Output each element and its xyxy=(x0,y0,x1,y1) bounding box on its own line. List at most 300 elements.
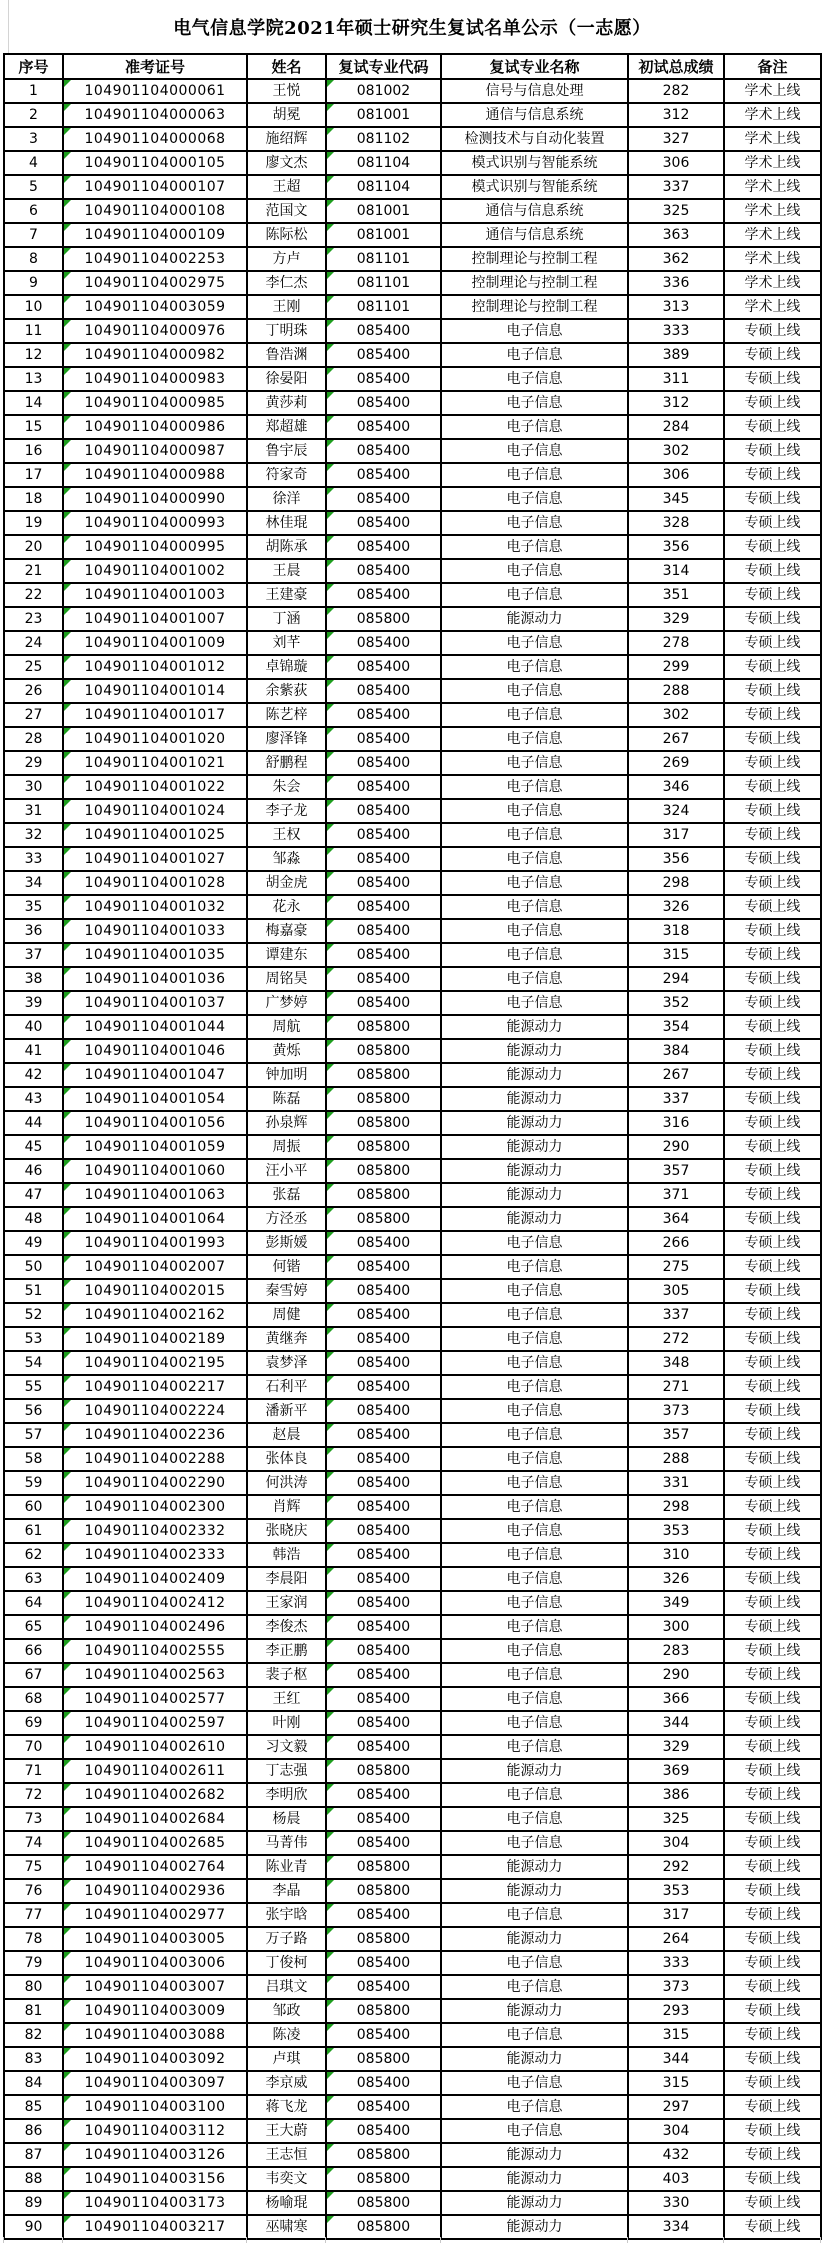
cell-total-score: 353 xyxy=(628,1519,724,1543)
cell-index: 79 xyxy=(4,1951,63,1975)
cell-flag-triangle-icon xyxy=(327,488,334,495)
ticket-number-text: 104901104001036 xyxy=(84,971,226,987)
cell-flag-triangle-icon xyxy=(64,752,71,759)
cell-index: 28 xyxy=(4,727,63,751)
major-code-text: 085400 xyxy=(356,1643,411,1659)
cell-flag-triangle-icon xyxy=(64,296,71,303)
major-code-text: 085800 xyxy=(356,2219,411,2235)
cell-total-score: 271 xyxy=(628,1375,724,1399)
cell-index: 23 xyxy=(4,607,63,631)
cell-flag-triangle-icon xyxy=(327,1640,334,1647)
cell-total-score: 325 xyxy=(628,1807,724,1831)
cell-name: 黄继奔 xyxy=(247,1327,326,1351)
cell-flag-triangle-icon xyxy=(64,1856,71,1863)
cell-flag-triangle-icon xyxy=(64,2120,71,2127)
major-code-text: 085800 xyxy=(356,611,411,627)
ticket-number-text: 104901104001025 xyxy=(84,827,226,843)
cell-major-code xyxy=(326,1207,441,1231)
cell-ticket-number xyxy=(63,79,247,103)
cell-flag-triangle-icon xyxy=(327,248,334,255)
cell-flag-triangle-icon xyxy=(327,1976,334,1983)
table-row xyxy=(4,1639,821,1663)
cell-index: 87 xyxy=(4,2143,63,2167)
ticket-number-text: 104901104001007 xyxy=(84,611,226,627)
cell-major-code xyxy=(326,415,441,439)
cell-flag-triangle-icon xyxy=(64,368,71,375)
ticket-number-text: 104901104002563 xyxy=(84,1667,226,1683)
cell-major-name: 电子信息 xyxy=(441,535,628,559)
cell-remark: 专硕上线 xyxy=(724,1711,821,1735)
cell-major-code xyxy=(326,1087,441,1111)
cell-flag-triangle-icon xyxy=(327,656,334,663)
cell-remark: 专硕上线 xyxy=(724,1759,821,1783)
cell-remark: 专硕上线 xyxy=(724,1447,821,1471)
cell-major-name: 电子信息 xyxy=(441,703,628,727)
table-row xyxy=(4,1255,821,1279)
cell-major-name: 电子信息 xyxy=(441,1279,628,1303)
major-code-text: 085400 xyxy=(356,1379,411,1395)
cell-major-code xyxy=(326,487,441,511)
major-code-text: 085400 xyxy=(356,467,411,483)
ticket-number-text: 104901104002610 xyxy=(84,1739,226,1755)
cell-ticket-number xyxy=(63,199,247,223)
cell-major-name: 电子信息 xyxy=(441,1255,628,1279)
cell-ticket-number xyxy=(63,343,247,367)
cell-ticket-number xyxy=(63,175,247,199)
cell-name: 蒋飞龙 xyxy=(247,2095,326,2119)
major-code-text: 085800 xyxy=(356,1043,411,1059)
ticket-number-text: 104901104000063 xyxy=(84,107,226,123)
cell-total-score: 318 xyxy=(628,919,724,943)
major-code-text: 081101 xyxy=(356,275,411,291)
major-code-text: 085400 xyxy=(356,923,411,939)
cell-index: 9 xyxy=(4,271,63,295)
cell-total-score: 329 xyxy=(628,607,724,631)
cell-major-code xyxy=(326,1855,441,1879)
table-row xyxy=(4,2023,821,2047)
cell-index: 62 xyxy=(4,1543,63,1567)
cell-flag-triangle-icon xyxy=(64,2216,71,2223)
cell-total-score: 327 xyxy=(628,127,724,151)
cell-total-score: 267 xyxy=(628,727,724,751)
table-row xyxy=(4,1711,821,1735)
cell-major-code xyxy=(326,1303,441,1327)
cell-remark: 专硕上线 xyxy=(724,1111,821,1135)
cell-major-code xyxy=(326,1111,441,1135)
cell-index: 72 xyxy=(4,1783,63,1807)
cell-flag-triangle-icon xyxy=(64,800,71,807)
major-code-text: 085400 xyxy=(356,515,411,531)
table-row xyxy=(4,1927,821,1951)
cell-flag-triangle-icon xyxy=(64,968,71,975)
cell-ticket-number xyxy=(63,319,247,343)
cell-flag-triangle-icon xyxy=(64,1472,71,1479)
cell-name: 舒鹏程 xyxy=(247,751,326,775)
cell-name: 彭斯媛 xyxy=(247,1231,326,1255)
cell-total-score: 337 xyxy=(628,1087,724,1111)
cell-remark: 专硕上线 xyxy=(724,2191,821,2215)
ticket-number-text: 104901104001017 xyxy=(84,707,226,723)
cell-name: 赵晨 xyxy=(247,1423,326,1447)
cell-major-code xyxy=(326,1975,441,1999)
cell-total-score: 302 xyxy=(628,703,724,727)
cell-major-code xyxy=(326,751,441,775)
ticket-number-text: 104901104003112 xyxy=(84,2123,226,2139)
cell-major-code xyxy=(326,127,441,151)
cell-name: 胡冕 xyxy=(247,103,326,127)
cell-major-name: 电子信息 xyxy=(441,319,628,343)
major-code-text: 085400 xyxy=(356,1547,411,1563)
cell-total-score: 266 xyxy=(628,1231,724,1255)
cell-total-score: 364 xyxy=(628,1207,724,1231)
candidates-table xyxy=(3,53,822,2240)
cell-major-name: 能源动力 xyxy=(441,2167,628,2191)
cell-name: 张体良 xyxy=(247,1447,326,1471)
major-code-text: 085400 xyxy=(356,2123,411,2139)
cell-major-name: 电子信息 xyxy=(441,1783,628,1807)
cell-total-score: 304 xyxy=(628,1831,724,1855)
major-code-text: 085400 xyxy=(356,1979,411,1995)
cell-major-name: 电子信息 xyxy=(441,895,628,919)
cell-total-score: 329 xyxy=(628,1735,724,1759)
cell-name: 习文毅 xyxy=(247,1735,326,1759)
table-row xyxy=(4,919,821,943)
cell-major-name: 电子信息 xyxy=(441,2023,628,2047)
cell-index: 26 xyxy=(4,679,63,703)
ticket-number-text: 104901104001993 xyxy=(84,1235,226,1251)
cell-name: 张宇晗 xyxy=(247,1903,326,1927)
cell-remark: 专硕上线 xyxy=(724,2215,821,2239)
cell-name: 王志恒 xyxy=(247,2143,326,2167)
cell-index: 10 xyxy=(4,295,63,319)
cell-flag-triangle-icon xyxy=(327,1784,334,1791)
ticket-number-text: 104901104003005 xyxy=(84,1931,226,1947)
major-code-text: 081101 xyxy=(356,251,411,267)
cell-total-score: 300 xyxy=(628,1615,724,1639)
major-code-text: 085400 xyxy=(356,443,411,459)
ticket-number-text: 104901104001027 xyxy=(84,851,226,867)
cell-total-score: 351 xyxy=(628,583,724,607)
cell-total-score: 369 xyxy=(628,1759,724,1783)
cell-remark: 专硕上线 xyxy=(724,2143,821,2167)
cell-major-code xyxy=(326,1375,441,1399)
cell-major-code xyxy=(326,151,441,175)
cell-index: 90 xyxy=(4,2215,63,2239)
bottom-gridline-stubs xyxy=(0,2237,824,2243)
cell-index: 45 xyxy=(4,1135,63,1159)
cell-major-name: 电子信息 xyxy=(441,1327,628,1351)
cell-total-score: 325 xyxy=(628,199,724,223)
cell-flag-triangle-icon xyxy=(327,1160,334,1167)
cell-flag-triangle-icon xyxy=(327,1952,334,1959)
cell-name: 李子龙 xyxy=(247,799,326,823)
cell-total-score: 293 xyxy=(628,1999,724,2023)
cell-major-code xyxy=(326,319,441,343)
major-code-text: 085400 xyxy=(356,707,411,723)
cell-ticket-number xyxy=(63,847,247,871)
table-row xyxy=(4,343,821,367)
cell-major-name: 电子信息 xyxy=(441,1303,628,1327)
cell-flag-triangle-icon xyxy=(327,1880,334,1887)
cell-remark: 学术上线 xyxy=(724,103,821,127)
cell-flag-triangle-icon xyxy=(64,632,71,639)
ticket-number-text: 104901104003009 xyxy=(84,2003,226,2019)
table-row xyxy=(4,1663,821,1687)
cell-remark: 专硕上线 xyxy=(724,1951,821,1975)
ticket-number-text: 104901104002236 xyxy=(84,1427,226,1443)
cell-total-score: 267 xyxy=(628,1063,724,1087)
cell-name: 方泾丞 xyxy=(247,1207,326,1231)
table-row xyxy=(4,1471,821,1495)
cell-remark: 专硕上线 xyxy=(724,1903,821,1927)
major-code-text: 085400 xyxy=(356,1523,411,1539)
major-code-text: 085400 xyxy=(356,1835,411,1851)
cell-major-code xyxy=(326,2095,441,2119)
cell-index: 88 xyxy=(4,2167,63,2191)
cell-index: 73 xyxy=(4,1807,63,1831)
cell-index: 41 xyxy=(4,1039,63,1063)
cell-name: 王晨 xyxy=(247,559,326,583)
table-row xyxy=(4,1375,821,1399)
cell-flag-triangle-icon xyxy=(327,1232,334,1239)
ticket-number-text: 104901104003088 xyxy=(84,2027,226,2043)
cell-total-score: 314 xyxy=(628,559,724,583)
cell-major-code xyxy=(326,559,441,583)
cell-major-code xyxy=(326,1279,441,1303)
ticket-number-text: 104901104002288 xyxy=(84,1451,226,1467)
cell-flag-triangle-icon xyxy=(64,992,71,999)
cell-name: 余紫荻 xyxy=(247,679,326,703)
cell-remark: 学术上线 xyxy=(724,295,821,319)
cell-ticket-number xyxy=(63,751,247,775)
cell-ticket-number xyxy=(63,871,247,895)
cell-flag-triangle-icon xyxy=(327,1496,334,1503)
major-code-text: 081001 xyxy=(356,227,411,243)
cell-total-score: 336 xyxy=(628,271,724,295)
cell-flag-triangle-icon xyxy=(64,440,71,447)
cell-major-name: 电子信息 xyxy=(441,1471,628,1495)
cell-name: 施绍辉 xyxy=(247,127,326,151)
cell-major-code xyxy=(326,2215,441,2239)
cell-flag-triangle-icon xyxy=(327,1904,334,1911)
cell-ticket-number xyxy=(63,1399,247,1423)
cell-flag-triangle-icon xyxy=(327,2072,334,2079)
cell-flag-triangle-icon xyxy=(64,1592,71,1599)
cell-major-name: 电子信息 xyxy=(441,1591,628,1615)
table-row xyxy=(4,943,821,967)
cell-remark: 专硕上线 xyxy=(724,1543,821,1567)
cell-flag-triangle-icon xyxy=(327,464,334,471)
cell-remark: 专硕上线 xyxy=(724,1303,821,1327)
cell-flag-triangle-icon xyxy=(327,1016,334,1023)
cell-total-score: 326 xyxy=(628,895,724,919)
ticket-number-text: 104901104002162 xyxy=(84,1307,226,1323)
major-code-text: 085400 xyxy=(356,851,411,867)
cell-major-code xyxy=(326,1327,441,1351)
cell-flag-triangle-icon xyxy=(327,1136,334,1143)
cell-remark: 专硕上线 xyxy=(724,439,821,463)
major-code-text: 085400 xyxy=(356,1499,411,1515)
cell-remark: 专硕上线 xyxy=(724,1495,821,1519)
cell-name: 卓锦璇 xyxy=(247,655,326,679)
cell-flag-triangle-icon xyxy=(327,2144,334,2151)
ticket-number-text: 104901104000986 xyxy=(84,419,226,435)
cell-name: 廖泽锋 xyxy=(247,727,326,751)
cell-total-score: 292 xyxy=(628,1855,724,1879)
table-row xyxy=(4,2191,821,2215)
cell-flag-triangle-icon xyxy=(327,440,334,447)
ticket-number-text: 104901104003092 xyxy=(84,2051,226,2067)
cell-total-score: 316 xyxy=(628,1111,724,1135)
table-row xyxy=(4,1567,821,1591)
cell-flag-triangle-icon xyxy=(327,1064,334,1071)
table-header-row xyxy=(4,54,821,79)
cell-flag-triangle-icon xyxy=(64,1376,71,1383)
cell-index: 49 xyxy=(4,1231,63,1255)
cell-ticket-number xyxy=(63,487,247,511)
cell-major-code xyxy=(326,295,441,319)
cell-name: 何洪涛 xyxy=(247,1471,326,1495)
major-code-text: 085400 xyxy=(356,779,411,795)
cell-major-name: 电子信息 xyxy=(441,1567,628,1591)
cell-index: 31 xyxy=(4,799,63,823)
table-row xyxy=(4,1183,821,1207)
cell-major-code xyxy=(326,1567,441,1591)
cell-major-code xyxy=(326,1831,441,1855)
cell-ticket-number xyxy=(63,1135,247,1159)
cell-total-score: 310 xyxy=(628,1543,724,1567)
cell-flag-triangle-icon xyxy=(64,1136,71,1143)
table-row xyxy=(4,871,821,895)
cell-total-score: 333 xyxy=(628,319,724,343)
cell-ticket-number xyxy=(63,247,247,271)
cell-index: 77 xyxy=(4,1903,63,1927)
cell-major-name: 控制理论与控制工程 xyxy=(441,295,628,319)
faint-gridline xyxy=(820,2237,821,2243)
major-code-text: 085800 xyxy=(356,1883,411,1899)
major-code-text: 085400 xyxy=(356,2027,411,2043)
cell-remark: 专硕上线 xyxy=(724,1159,821,1183)
cell-total-score: 298 xyxy=(628,871,724,895)
major-code-text: 085400 xyxy=(356,563,411,579)
cell-ticket-number xyxy=(63,1495,247,1519)
cell-major-name: 电子信息 xyxy=(441,1447,628,1471)
cell-ticket-number xyxy=(63,799,247,823)
cell-ticket-number xyxy=(63,583,247,607)
cell-flag-triangle-icon xyxy=(327,1544,334,1551)
cell-total-score: 297 xyxy=(628,2095,724,2119)
cell-major-name: 电子信息 xyxy=(441,655,628,679)
cell-total-score: 328 xyxy=(628,511,724,535)
ticket-number-text: 104901104003217 xyxy=(84,2219,226,2235)
ticket-number-text: 104901104002977 xyxy=(84,1907,226,1923)
cell-total-score: 346 xyxy=(628,775,724,799)
cell-index: 48 xyxy=(4,1207,63,1231)
cell-ticket-number xyxy=(63,2215,247,2239)
cell-major-code xyxy=(326,1063,441,1087)
cell-flag-triangle-icon xyxy=(64,920,71,927)
cell-index: 65 xyxy=(4,1615,63,1639)
cell-major-code xyxy=(326,1447,441,1471)
cell-flag-triangle-icon xyxy=(327,80,334,87)
cell-major-code xyxy=(326,1591,441,1615)
cell-major-name: 电子信息 xyxy=(441,391,628,415)
cell-flag-triangle-icon xyxy=(64,1400,71,1407)
cell-flag-triangle-icon xyxy=(327,992,334,999)
cell-major-name: 通信与信息系统 xyxy=(441,199,628,223)
cell-flag-triangle-icon xyxy=(327,1376,334,1383)
cell-flag-triangle-icon xyxy=(64,488,71,495)
cell-major-name: 电子信息 xyxy=(441,487,628,511)
cell-flag-triangle-icon xyxy=(327,824,334,831)
table-row xyxy=(4,79,821,103)
cell-ticket-number xyxy=(63,1087,247,1111)
cell-name: 何锴 xyxy=(247,1255,326,1279)
cell-flag-triangle-icon xyxy=(64,2096,71,2103)
cell-flag-triangle-icon xyxy=(327,152,334,159)
col-header-name: 姓名 xyxy=(247,54,326,79)
cell-remark: 专硕上线 xyxy=(724,679,821,703)
cell-ticket-number xyxy=(63,439,247,463)
ticket-number-text: 104901104001056 xyxy=(84,1115,226,1131)
cell-index: 80 xyxy=(4,1975,63,1999)
cell-flag-triangle-icon xyxy=(327,368,334,375)
ticket-number-text: 104901104003126 xyxy=(84,2147,226,2163)
cell-name: 徐洋 xyxy=(247,487,326,511)
cell-total-score: 389 xyxy=(628,343,724,367)
major-code-text: 085400 xyxy=(356,1283,411,1299)
cell-major-code xyxy=(326,1255,441,1279)
cell-name: 李京威 xyxy=(247,2071,326,2095)
table-row xyxy=(4,2047,821,2071)
cell-major-name: 电子信息 xyxy=(441,463,628,487)
cell-major-name: 电子信息 xyxy=(441,799,628,823)
page-title: 电气信息学院2021年硕士研究生复试名单公示（一志愿） xyxy=(173,17,651,39)
cell-flag-triangle-icon xyxy=(64,536,71,543)
cell-flag-triangle-icon xyxy=(64,1496,71,1503)
cell-major-name: 电子信息 xyxy=(441,1903,628,1927)
ticket-number-text: 104901104001037 xyxy=(84,995,226,1011)
cell-remark: 专硕上线 xyxy=(724,1255,821,1279)
ticket-number-text: 104901104002253 xyxy=(84,251,226,267)
cell-remark: 专硕上线 xyxy=(724,487,821,511)
cell-flag-triangle-icon xyxy=(327,1664,334,1671)
table-row xyxy=(4,1879,821,1903)
cell-major-name: 电子信息 xyxy=(441,1231,628,1255)
cell-ticket-number xyxy=(63,823,247,847)
cell-ticket-number xyxy=(63,415,247,439)
cell-major-name: 能源动力 xyxy=(441,1927,628,1951)
cell-flag-triangle-icon xyxy=(327,560,334,567)
major-code-text: 085400 xyxy=(356,1571,411,1587)
cell-total-score: 304 xyxy=(628,2119,724,2143)
cell-major-name: 通信与信息系统 xyxy=(441,223,628,247)
cell-ticket-number xyxy=(63,1807,247,1831)
cell-major-name: 电子信息 xyxy=(441,343,628,367)
cell-flag-triangle-icon xyxy=(327,1184,334,1191)
cell-remark: 专硕上线 xyxy=(724,919,821,943)
table-row xyxy=(4,799,821,823)
cell-ticket-number xyxy=(63,727,247,751)
faint-gridline xyxy=(723,2237,724,2243)
table-row xyxy=(4,1303,821,1327)
col-header-ticket: 准考证号 xyxy=(63,54,247,79)
cell-name: 符家奇 xyxy=(247,463,326,487)
cell-name: 李明欣 xyxy=(247,1783,326,1807)
cell-flag-triangle-icon xyxy=(327,776,334,783)
cell-total-score: 305 xyxy=(628,1279,724,1303)
ticket-number-text: 104901104000107 xyxy=(84,179,226,195)
